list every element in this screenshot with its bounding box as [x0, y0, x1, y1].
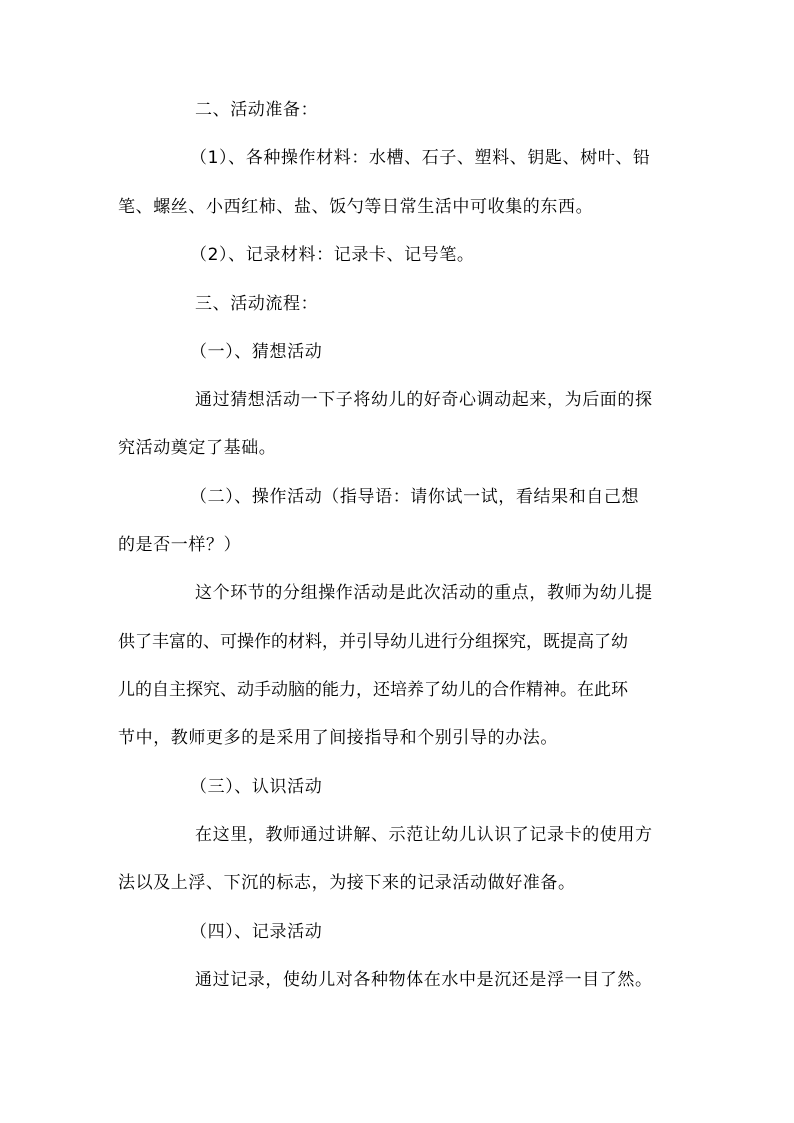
paragraph-line: （1）、各种操作材料：水槽、石子、塑料、钥匙、树叶、铅 — [190, 148, 651, 168]
paragraph-line: 的是否一样？） — [118, 535, 242, 555]
subsection-heading: （二）、操作活动（指导语：请你试一试，看结果和自己想 — [190, 487, 640, 507]
paragraph-line: 在这里，教师通过讲解、示范让幼儿认识了记录卡的使用方 — [195, 825, 653, 845]
paragraph-line: 法以及上浮、下沉的标志，为接下来的记录活动做好准备。 — [118, 873, 576, 893]
paragraph-line: 通过记录，使幼儿对各种物体在水中是沉还是浮一目了然。 — [195, 970, 653, 990]
subsection-heading: （四）、记录活动 — [190, 922, 323, 942]
paragraph-line: 这个环节的分组操作活动是此次活动的重点，教师为幼儿提 — [195, 583, 653, 603]
section-heading-preparation: 二、活动准备： — [195, 100, 319, 120]
paragraph-line: 通过猜想活动一下子将幼儿的好奇心调动起来，为后面的探 — [195, 390, 653, 410]
paragraph-line: 笔、螺丝、小西红柿、盐、饭勺等日常生活中可收集的东西。 — [118, 197, 594, 217]
paragraph-line: （2）、记录材料：记录卡、记号笔。 — [190, 245, 475, 265]
paragraph-line: 究活动奠定了基础。 — [118, 438, 277, 458]
subsection-heading: （一）、猜想活动 — [190, 342, 323, 362]
paragraph-line: 儿的自主探究、动手动脑的能力，还培养了幼儿的合作精神。在此环 — [118, 680, 628, 700]
paragraph-line: 节中，教师更多的是采用了间接指导和个别引导的办法。 — [118, 728, 558, 748]
subsection-heading: （三）、认识活动 — [190, 777, 323, 797]
paragraph-line: 供了丰富的、可操作的材料，并引导幼儿进行分组探究，既提高了幼 — [118, 632, 628, 652]
section-heading-process: 三、活动流程： — [195, 294, 319, 314]
